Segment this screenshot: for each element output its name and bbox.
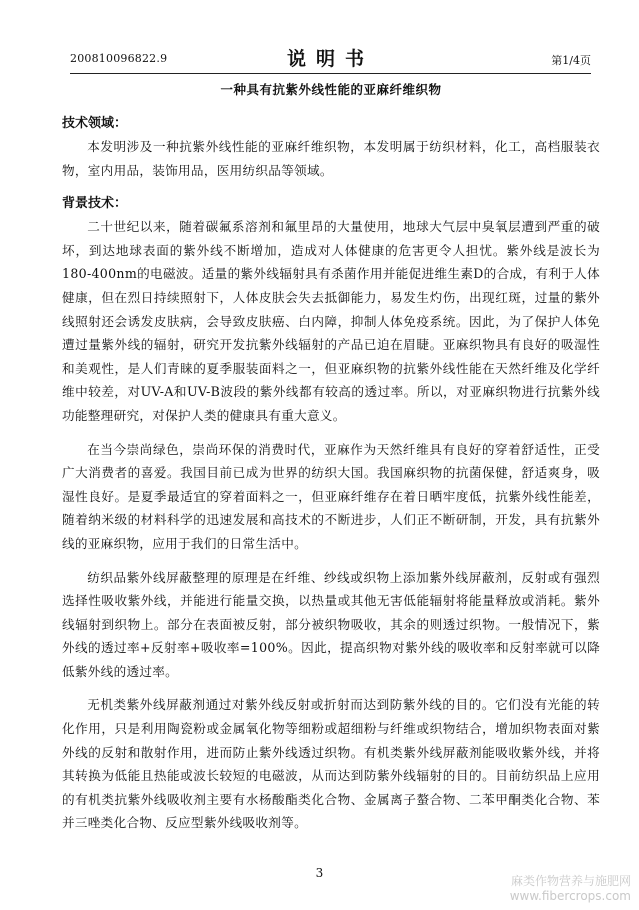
site-watermark — [510, 874, 631, 904]
document-number: 200810096822.9 — [70, 52, 168, 65]
background-heading: 背景技术： — [62, 196, 128, 212]
technical-field-heading: 技术领域： — [62, 116, 128, 131]
watermark-url: www.fibercrops.com — [509, 889, 631, 903]
technical-field-paragraph: 本发明涉及一种抗紫外线性能的亚麻纤维织物，本发明属于纺织材料，化工，高档服装衣物，室内用品，装饰用品，医用纺织品等领域。 — [62, 139, 600, 178]
page-indicator: 第1/4页 — [551, 54, 591, 67]
header-divider — [70, 73, 591, 74]
document-title: 说明书 — [286, 48, 375, 70]
page-header — [70, 44, 591, 70]
background-paragraph-2: 在当今崇尚绿色，崇尚环保的消费时代，亚麻作为天然纤维具有良好的穿着舒适性，正受广大消费者的喜爱。我国目前已成为世界的纺织大国。我国麻织物的抗菌保健，舒适爽身，吸湿性良好。是夏季最适宜的穿着面料之一，但亚麻纤维存在着日晒牢度低，抗紫外线性能差，随着纳米级的材料科学的迅速发展和高技术的不断进步，人们正不断研制，开发，具有抗紫外线的亚麻织物，应用于我们的日常生活中。 — [62, 441, 600, 551]
background-paragraph-3: 纺织品紫外线屏蔽整理的原理是在纤维、纱线或织物上添加紫外线屏蔽剂，反射或有强烈选择性吸收紫外线，并能进行能量交换，以热量或其他无害低能辐射将能量释放或消耗。紫外线辐射到织物上。部分在表面被反射，部分被织物吸收，其余的则透过织物。一般情况下，紫外线的透过率+反射率+吸收率=100%。因此，提高织物对紫外线的吸收率和反射率就可以降低紫外线的透过率。 — [62, 569, 600, 679]
invention-title: 一种具有抗紫外线性能的亚麻纤维织物 — [220, 82, 442, 97]
watermark-site-name: 麻类作物营养与施肥网 — [510, 874, 631, 888]
page-number: 3 — [315, 866, 324, 880]
background-paragraph-1: 二十世纪以来，随着碳氟系溶剂和氟里昂的大量使用，地球大气层中臭氧层遭到严重的破坏，到达地球表面的紫外线不断增加，造成对人体健康的危害更令人担忧。紫外线是波长为180-400nm的电磁波。适量的紫外线辐射具有杀菌作用并能促进维生素D的合成，有利于人体健康，但在烈日持续照射下，人体皮肤会失去抵御能力，易发生灼伤，出现红斑，过量的紫外线照射还会诱发皮肤病，会导致皮肤癌、白内障，抑制人体免疫系统。因此，为了保护人体免遭过量紫外线的辐射，研究开发抗紫外线辐射的产品已迫在眉睫。亚麻织物具有良好的吸湿性和美观性，是人们青睐的夏季服装面料之一，但亚麻织物的抗紫外线性能在天然纤维及化学纤维中较差，对UV-A和UV-B波段的紫外线都有较高的透过率。所以，对亚麻织物进行抗紫外线功能整理研究，对保护人类的健康具有重大意义。 — [62, 219, 600, 423]
document-body — [62, 80, 600, 841]
background-paragraph-4: 无机类紫外线屏蔽剂通过对紫外线反射或折射而达到防紫外线的目的。它们没有光能的转化作用，只是利用陶瓷粉或金属氧化物等细粉或超细粉与纤维或织物结合，增加织物表面对紫外线的反射和散射作用，进而防止紫外线透过织物。有机类紫外线屏蔽剂能吸收紫外线，并将其转换为低能且热能或波长较短的电磁波，从而达到防紫外线辐射的目的。目前纺织品上应用的有机类抗紫外线吸收剂主要有水杨酸酯类化合物、金属离子螯合物、二苯甲酮类化合物、苯并三唑类化合物、反应型紫外线吸收剂等。 — [62, 697, 600, 831]
